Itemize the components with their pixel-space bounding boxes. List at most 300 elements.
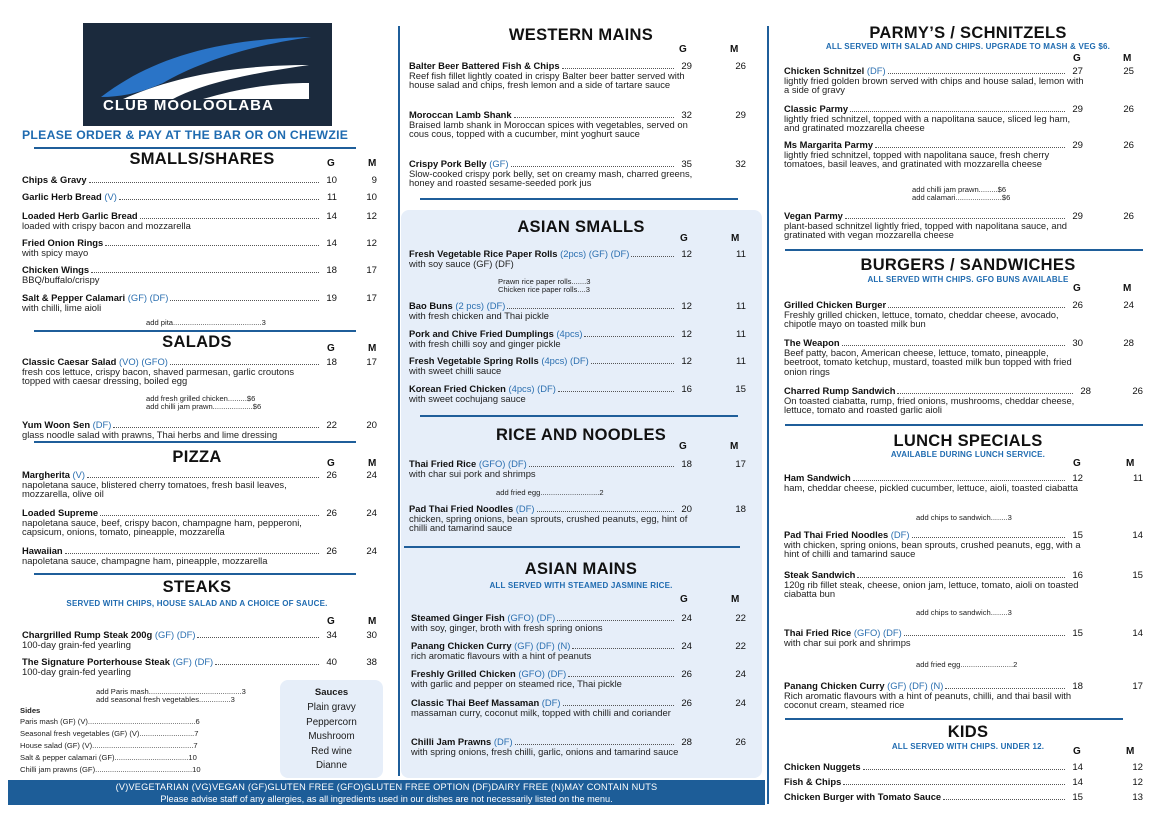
price-g: 15	[1072, 792, 1083, 803]
price-g: 14	[1072, 762, 1083, 773]
dietary-tags: (GFO) (DF)	[504, 612, 556, 623]
price-leader	[119, 199, 319, 200]
dietary-tags: (DF)	[513, 503, 535, 514]
item-name: Panang Chicken Curry	[784, 680, 885, 691]
addon-note: Prawn rice paper rolls.......3	[498, 277, 591, 286]
price-leader	[943, 799, 1065, 800]
dietary-tags: (VO) (GFO)	[116, 356, 168, 367]
item-description: loaded with crispy bacon and mozzarella	[22, 219, 191, 231]
addon-note: add chips to sandwich........3	[916, 608, 1012, 617]
addon-note: add fresh grilled chicken.........$6	[146, 394, 256, 403]
item-description: with fresh chilli soy and ginger pickle	[409, 337, 561, 349]
salads-title: SALADS	[162, 333, 232, 351]
menu-item	[22, 211, 322, 230]
price-leader	[591, 363, 674, 364]
price-m: 29	[735, 110, 746, 121]
price-m: 24	[366, 470, 377, 481]
item-description: with sweet cochujang sauce	[409, 392, 526, 404]
menu-item	[784, 211, 1084, 240]
addon-note: add fried egg.........................2	[916, 660, 1018, 669]
g-header: G	[327, 458, 335, 469]
item-description: ham, cheddar cheese, pickled cucumber, lettuce, aioli, toasted ciabatta	[784, 481, 1078, 493]
menu-item	[784, 570, 1084, 599]
price-leader	[511, 166, 674, 167]
menu-item	[22, 508, 322, 537]
menu-item	[411, 613, 701, 632]
price-m: 26	[735, 737, 746, 748]
m-header: M	[368, 158, 377, 169]
price-g: 27	[1072, 66, 1083, 77]
price-leader	[904, 635, 1065, 636]
price-m: 28	[1123, 338, 1134, 349]
item-name: Chicken Schnitzel	[784, 65, 865, 76]
price-g: 26	[326, 546, 337, 557]
menu-item	[409, 356, 699, 375]
price-leader	[529, 466, 674, 467]
item-name: Panang Chicken Curry	[411, 640, 512, 651]
item-description: Slow-cooked crispy pork belly, set on creamy mash, charred greens, honey and roasted sesame-seeded pork jus	[409, 167, 693, 189]
dietary-tags: (2 pcs) (DF)	[452, 300, 506, 311]
section-divider	[34, 330, 356, 332]
menu-item	[22, 175, 322, 185]
price-leader	[568, 676, 674, 677]
sauces-list	[280, 701, 383, 774]
price-m: 11	[1133, 473, 1143, 484]
sides-title: Sides	[20, 706, 41, 715]
item-description: Braised lamb shank in Moroccan spices with vegetables, served on cous cous, topped with a cucumber, mint yoghurt sauce	[409, 118, 688, 140]
sauces-title: Sauces	[314, 687, 349, 698]
allergen-legend: (V)VEGETARIAN (VG)VEGAN (GF)GLUTEN FREE (GFO)GLUTEN FREE OPTION (DF)DAIRY FREE (N)MAY CONTAIN NUTS	[115, 782, 658, 792]
item-name: Freshly Grilled Chicken	[411, 668, 516, 679]
sauce-option: Plain gravy	[307, 702, 356, 713]
asian_mains-title: ASIAN MAINS	[524, 560, 638, 578]
item-name: Thai Fried Rice	[784, 627, 852, 638]
price-m: 17	[366, 265, 377, 276]
menu-item	[22, 657, 322, 676]
price-leader	[87, 477, 319, 478]
menu-item	[22, 192, 322, 202]
menu-item	[784, 338, 1084, 376]
dietary-tags: (2pcs) (GF) (DF)	[557, 248, 630, 259]
price-g: 29	[1072, 104, 1083, 115]
dietary-tags: (DF)	[864, 65, 886, 76]
price-g: 34	[326, 630, 337, 641]
price-leader	[945, 688, 1065, 689]
price-leader	[113, 427, 319, 428]
burgers-subtitle: ALL SERVED WITH CHIPS. GFO BUNS AVAILABLE	[867, 275, 1069, 284]
price-leader	[514, 117, 674, 118]
price-leader	[897, 393, 1073, 394]
price-g: 15	[1072, 628, 1083, 639]
steaks-title: STEAKS	[162, 578, 232, 596]
price-m: 24	[735, 698, 746, 709]
item-description: rich aromatic flavours with a hint of peanuts	[411, 649, 592, 661]
dietary-tags: (GFO) (DF)	[851, 627, 902, 638]
g-header: G	[680, 233, 688, 244]
price-g: 18	[681, 459, 692, 470]
price-g: 12	[681, 249, 692, 260]
sauce-option: Peppercorn	[306, 716, 357, 728]
menu-item	[784, 140, 1084, 169]
item-description: with chilli, lime aioli	[22, 301, 102, 313]
price-m: 24	[366, 546, 377, 557]
dietary-tags: (GF) (DF) (N)	[884, 680, 944, 691]
g-header: G	[327, 343, 335, 354]
price-m: 11	[736, 329, 746, 340]
dietary-tags: (GF) (DF) (N)	[511, 640, 571, 651]
menu-item	[784, 628, 1084, 647]
price-leader	[584, 336, 674, 337]
m-header: M	[1126, 746, 1135, 757]
addon-note: add seasonal fresh vegetables...............3	[96, 695, 235, 704]
kids-title: KIDS	[947, 723, 989, 741]
item-description: 100-day grain-fed yearling	[22, 638, 131, 650]
item-name: Margherita	[22, 469, 70, 480]
price-g: 30	[1072, 338, 1083, 349]
price-leader	[91, 272, 319, 273]
price-m: 22	[735, 613, 746, 624]
price-g: 18	[1072, 681, 1083, 692]
item-description: with chicken, spring onions, bean sprouts, crushed peanuts, egg, with a hint of chilli and tamarind sauce	[784, 538, 1081, 560]
price-g: 35	[681, 159, 692, 170]
item-name: Fresh Vegetable Spring Rolls	[409, 355, 539, 366]
column-divider	[767, 26, 769, 804]
asian_mains-subtitle: ALL SERVED WITH STEAMED JASMINE RICE.	[489, 581, 673, 590]
menu-item	[22, 265, 322, 284]
item-name: Crispy Pork Belly	[409, 158, 487, 169]
price-g: 16	[681, 384, 692, 395]
price-g: 29	[681, 61, 692, 72]
smalls-title: SMALLS/SHARES	[129, 150, 275, 168]
menu-item	[784, 66, 1084, 95]
section-divider	[420, 198, 738, 200]
dietary-tags: (DF)	[539, 697, 561, 708]
asian_smalls-title: ASIAN SMALLS	[517, 218, 645, 236]
item-name: Garlic Herb Bread	[22, 191, 102, 202]
menu-item	[409, 384, 699, 403]
item-description: Freshly grilled chicken, lettuce, tomato, cheddar cheese, avocado, chipotle mayo on toasted milk bun	[784, 308, 1059, 330]
item-name: The Weapon	[784, 337, 840, 348]
price-g: 18	[326, 357, 337, 368]
g-header: G	[679, 441, 687, 452]
section-divider	[34, 441, 356, 443]
item-name: Fresh Vegetable Rice Paper Rolls	[409, 248, 558, 259]
price-leader	[888, 307, 1065, 308]
price-m: 38	[366, 657, 377, 668]
m-header: M	[368, 616, 377, 627]
price-m: 24	[735, 669, 746, 680]
burgers-title: BURGERS / SANDWICHES	[860, 256, 1076, 274]
price-m: 12	[1132, 762, 1143, 773]
item-description: Rich aromatic flavours with a hint of peanuts, chilli, and thai basil with coconut cream, steamed rice	[784, 689, 1072, 711]
item-name: Steamed Ginger Fish	[411, 612, 505, 623]
menu-item	[409, 504, 699, 533]
item-name: Classic Thai Beef Massaman	[411, 697, 540, 708]
dietary-tags: (GF)	[486, 158, 509, 169]
section-divider	[785, 424, 1143, 426]
item-name: The Signature Porterhouse Steak	[22, 656, 170, 667]
item-description: 120g rib fillet steak, cheese, onion jam, lettuce, tomato, aioli on toasted ciabatta bun	[784, 578, 1079, 600]
addon-note: add calamari......................$6	[912, 193, 1011, 202]
g-header: G	[327, 158, 335, 169]
price-leader	[170, 300, 319, 301]
price-g: 18	[326, 265, 337, 276]
price-leader	[843, 784, 1065, 785]
steaks-subtitle: SERVED WITH CHIPS, HOUSE SALAD AND A CHOICE OF SAUCE.	[66, 599, 328, 608]
menu-item	[784, 473, 1084, 492]
logo-text: CLUB MOOLOOLABA	[103, 97, 274, 114]
addon-note: add fried egg............................2	[496, 488, 604, 497]
price-m: 32	[735, 159, 746, 170]
price-leader	[912, 537, 1065, 538]
price-leader	[563, 705, 674, 706]
menu-item	[409, 301, 699, 320]
item-name: Yum Woon Sen	[22, 419, 91, 430]
price-g: 32	[681, 110, 692, 121]
price-m: 26	[1132, 386, 1143, 397]
dietary-tags: (4pcs) (DF)	[538, 355, 589, 366]
price-leader	[507, 308, 674, 309]
parmy-title: PARMY’S / SCHNITZELS	[869, 24, 1067, 42]
addon-note: add chips to sandwich........3	[916, 513, 1012, 522]
dietary-tags: (GFO) (DF)	[515, 668, 567, 679]
price-leader	[105, 245, 319, 246]
item-description: with spicy mayo	[22, 246, 89, 258]
menu-item	[784, 104, 1084, 133]
addon-note: Chicken rice paper rolls....3	[498, 285, 591, 294]
dietary-tags: (DF)	[491, 736, 513, 747]
item-description: napoletana sauce, beef, crispy bacon, champagne ham, pepperoni, capsicum, onions, tomato, pineapple, mozzarella	[22, 516, 302, 538]
menu-item	[784, 681, 1084, 710]
price-g: 26	[326, 508, 337, 519]
menu-item	[22, 630, 322, 649]
menu-item	[22, 546, 322, 565]
price-g: 11	[327, 192, 337, 203]
price-leader	[215, 664, 319, 665]
menu-item	[784, 792, 1084, 802]
price-g: 16	[1072, 570, 1083, 581]
price-g: 12	[681, 356, 692, 367]
dietary-tags: (V)	[101, 191, 117, 202]
price-g: 12	[681, 301, 692, 312]
price-leader	[853, 480, 1065, 481]
menu-item	[784, 777, 1084, 787]
g-header: G	[327, 616, 335, 627]
price-g: 14	[326, 211, 337, 222]
price-g: 29	[1072, 140, 1083, 151]
m-header: M	[731, 594, 740, 605]
item-name: Loaded Supreme	[22, 507, 99, 518]
price-leader	[875, 147, 1065, 148]
item-description: with fresh chicken and Thai pickle	[409, 309, 550, 321]
price-m: 17	[1132, 681, 1143, 692]
price-g: 14	[1072, 777, 1083, 788]
menu-item	[22, 238, 322, 257]
item-name: Grilled Chicken Burger	[784, 299, 887, 310]
menu-item	[22, 357, 322, 386]
price-m: 20	[366, 420, 377, 431]
g-header: G	[1073, 53, 1081, 64]
item-name: Ms Margarita Parmy	[784, 139, 874, 150]
price-m: 22	[735, 641, 746, 652]
menu-item	[409, 329, 699, 348]
menu-item	[411, 641, 701, 660]
price-m: 26	[1123, 104, 1134, 115]
item-name: Salt & Pepper Calamari	[22, 292, 126, 303]
item-description: Reef fish fillet lightly coated in crispy Balter beer batter served with house salad and chips, fresh lemon and a side of tartare sauce	[409, 69, 685, 91]
item-description: plant-based schnitzel lightly fried, topped with napolitana sauce, and gratinated with vegan mozzarella cheese	[784, 219, 1067, 241]
section-divider	[404, 546, 740, 548]
price-leader	[537, 511, 674, 512]
price-leader	[845, 218, 1065, 219]
club-logo	[83, 23, 332, 126]
item-name: Charred Rump Sandwich	[784, 385, 896, 396]
price-m: 12	[366, 238, 377, 249]
rice-title: RICE AND NOODLES	[495, 426, 667, 444]
item-name: Chicken Wings	[22, 264, 90, 275]
price-g: 10	[326, 175, 337, 186]
price-g: 12	[1072, 473, 1083, 484]
menu-item	[411, 698, 701, 717]
m-header: M	[368, 343, 377, 354]
item-description: fresh cos lettuce, crispy bacon, shaved parmesan, garlic croutons topped with caesar dressing, boiled egg	[22, 365, 295, 387]
item-name: Pork and Chive Fried Dumplings	[409, 328, 554, 339]
price-g: 24	[681, 641, 692, 652]
price-g: 22	[326, 420, 337, 431]
section-divider	[34, 573, 356, 575]
m-header: M	[368, 458, 377, 469]
menu-item	[411, 669, 701, 688]
price-m: 14	[1132, 628, 1143, 639]
price-m: 14	[1132, 530, 1143, 541]
price-leader	[842, 345, 1065, 346]
parmy-subtitle: ALL SERVED WITH SALAD AND CHIPS. UPGRADE TO MASH & VEG $6.	[825, 42, 1111, 51]
item-description: lightly fried schnitzel, topped with a napolitana sauce, sliced leg ham, and gratinated mozzarella cheese	[784, 112, 1071, 134]
price-m: 12	[366, 211, 377, 222]
sauce-option: Mushroom	[308, 731, 355, 743]
menu-item	[784, 386, 1084, 415]
allergen-footer	[8, 780, 765, 805]
item-description: with sweet chilli sauce	[409, 364, 502, 376]
western-title: WESTERN MAINS	[508, 26, 654, 44]
menu-item	[22, 293, 322, 312]
item-name: Hawaiian	[22, 545, 63, 556]
price-g: 28	[681, 737, 692, 748]
column-divider	[398, 26, 400, 776]
item-name: Chicken Nuggets	[784, 761, 861, 772]
dietary-tags: (GF) (DF)	[125, 292, 169, 303]
item-name: Bao Buns	[409, 300, 453, 311]
section-divider	[420, 415, 738, 417]
dietary-tags: (GFO) (DF)	[476, 458, 527, 469]
side-item: Chilli jam prawns (GF)..............................................10	[20, 765, 201, 774]
price-g: 14	[326, 238, 337, 249]
price-g: 19	[326, 293, 337, 304]
price-g: 40	[326, 657, 337, 668]
item-description: On toasted ciabatta, rump, fried onions, mushrooms, cheddar cheese, lettuce, tomato and roasted garlic aioli	[784, 394, 1075, 416]
dietary-tags: (DF)	[888, 529, 910, 540]
g-header: G	[1073, 458, 1081, 469]
section-divider	[785, 249, 1143, 251]
price-m: 11	[736, 301, 746, 312]
item-description: with spring onions, fresh chilli, garlic, onions and tamarind sauce	[411, 745, 679, 757]
item-name: Chips & Gravy	[22, 174, 87, 185]
item-description: chicken, spring onions, bean sprouts, crushed peanuts, egg, hint of chilli and tamarind sauce	[409, 512, 688, 534]
item-description: napoletana sauce, blistered cherry tomatoes, fresh basil leaves, mozzarella, olive oil	[22, 478, 287, 500]
price-g: 28	[1080, 386, 1091, 397]
price-leader	[89, 182, 319, 183]
price-leader	[557, 620, 674, 621]
price-leader	[562, 68, 674, 69]
item-name: Classic Parmy	[784, 103, 849, 114]
price-leader	[100, 515, 319, 516]
sauce-option: Red wine	[311, 745, 352, 757]
item-description: lightly fried golden brown served with chips and house salad, lemon with a side of gravy	[784, 74, 1084, 96]
g-header: G	[1073, 746, 1081, 757]
side-item: House salad (GF) (V)................................................7	[20, 741, 198, 750]
item-description: with garlic and pepper on steamed rice, Thai pickle	[411, 677, 622, 689]
price-g: 20	[681, 504, 692, 515]
item-description: with char sui pork and shrimps	[409, 467, 536, 479]
item-description: BBQ/buffalo/crispy	[22, 273, 100, 285]
price-m: 11	[736, 356, 746, 367]
side-item: Seasonal fresh vegetables (GF) (V)..........................7	[20, 729, 199, 738]
price-leader	[197, 637, 319, 638]
g-header: G	[679, 44, 687, 55]
side-item: Salt & pepper calamari (GF)...................................10	[20, 753, 197, 762]
price-m: 15	[735, 384, 746, 395]
price-m: 25	[1123, 66, 1134, 77]
menu-item	[784, 530, 1084, 559]
item-description: 100-day grain-fed yearling	[22, 665, 131, 677]
addon-note: add chilli jam prawn.........$6	[912, 185, 1007, 194]
price-m: 11	[736, 249, 746, 260]
section-divider	[785, 718, 1123, 720]
item-name: Fried Onion Rings	[22, 237, 104, 248]
m-header: M	[730, 441, 739, 452]
price-leader	[863, 769, 1065, 770]
menu-item	[784, 300, 1084, 329]
sauce-option: Dianne	[315, 760, 348, 772]
price-m: 26	[1123, 211, 1134, 222]
dietary-tags: (GF) (DF)	[169, 656, 214, 667]
menu-item	[409, 459, 699, 478]
side-item: Paris mash (GF) (V)...................................................6	[20, 717, 200, 726]
item-name: Thai Fried Rice	[409, 458, 477, 469]
price-m: 15	[1132, 570, 1143, 581]
price-leader	[857, 577, 1065, 578]
price-m: 13	[1132, 792, 1143, 803]
lunch-title: LUNCH SPECIALS	[893, 432, 1043, 450]
item-name: Steak Sandwich	[784, 569, 856, 580]
dietary-tags: (V)	[69, 469, 86, 480]
item-name: Chargrilled Rump Steak 200g	[22, 629, 153, 640]
price-m: 24	[1123, 300, 1134, 311]
price-g: 26	[1072, 300, 1083, 311]
price-m: 17	[366, 293, 377, 304]
g-header: G	[1073, 283, 1081, 294]
order-banner: PLEASE ORDER & PAY AT THE BAR OR ON CHEWZIE	[22, 128, 349, 142]
price-m: 10	[366, 192, 377, 203]
menu-item	[784, 762, 1084, 772]
item-description: massaman curry, coconut milk, topped with chilli and coriander	[411, 706, 671, 718]
m-header: M	[1123, 53, 1132, 64]
menu-item	[409, 110, 699, 139]
menu-item	[409, 159, 699, 188]
item-name: Fish & Chips	[784, 776, 842, 787]
price-m: 17	[366, 357, 377, 368]
m-header: M	[730, 44, 739, 55]
